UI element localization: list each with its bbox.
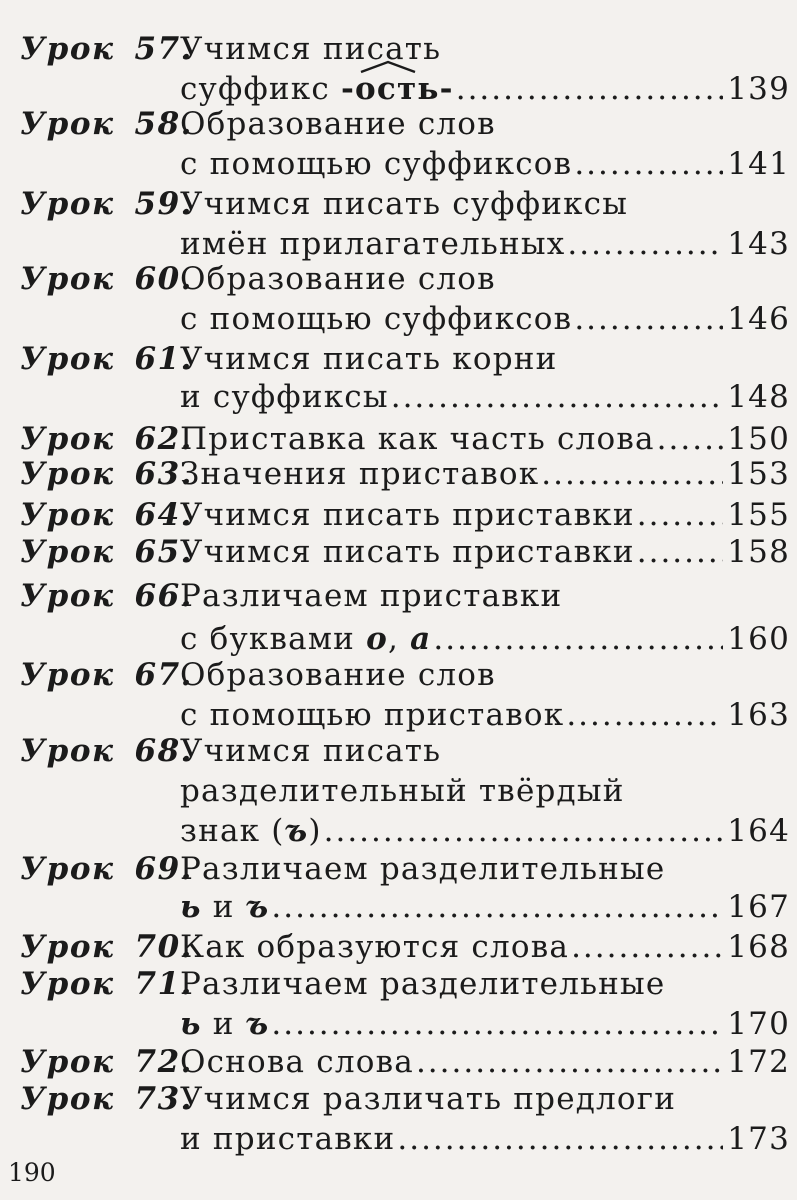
lesson-number: 72. bbox=[134, 1044, 193, 1080]
dot-leader bbox=[397, 1120, 723, 1158]
toc-line bbox=[180, 105, 790, 143]
entry-text: Образование слов bbox=[180, 657, 496, 693]
separator: и bbox=[201, 889, 246, 925]
lesson-number: 62. bbox=[134, 421, 193, 457]
lesson-word: Урок bbox=[20, 966, 115, 1002]
toc-line bbox=[180, 378, 790, 416]
toc-line bbox=[180, 732, 790, 770]
page-ref: 172 bbox=[727, 1044, 790, 1080]
entry-title bbox=[180, 577, 562, 615]
page-ref: 160 bbox=[727, 621, 790, 657]
letter: а bbox=[410, 621, 432, 657]
entry-text: Образование слов bbox=[180, 106, 496, 142]
lesson-number: 61. bbox=[134, 341, 193, 377]
lesson-label bbox=[20, 1043, 193, 1081]
page-ref: 148 bbox=[727, 379, 790, 415]
lesson-number: 73. bbox=[134, 1081, 193, 1117]
lesson-word: Урок bbox=[20, 657, 115, 693]
lesson-label bbox=[20, 185, 193, 223]
toc-line bbox=[180, 696, 790, 734]
entry-text: знак ( bbox=[180, 813, 285, 849]
lesson-number: 68. bbox=[134, 733, 193, 769]
entry-title bbox=[180, 260, 496, 298]
lesson-number: 67. bbox=[134, 657, 193, 693]
lesson-label bbox=[20, 928, 193, 966]
entry-text: Учимся писать bbox=[180, 733, 442, 769]
dot-leader bbox=[391, 378, 724, 416]
lesson-number: 69. bbox=[134, 851, 193, 887]
toc-line bbox=[180, 1120, 790, 1158]
entry-text: Образование слов bbox=[180, 261, 496, 297]
toc-line bbox=[180, 928, 790, 966]
lesson-label bbox=[20, 850, 193, 888]
page-ref: 141 bbox=[727, 146, 790, 182]
entry-text: Учимся писать приставки bbox=[180, 497, 635, 533]
lesson-number: 66. bbox=[134, 578, 193, 614]
entry-text: суффикс bbox=[180, 71, 341, 107]
entry-title bbox=[180, 145, 572, 183]
dot-leader bbox=[657, 420, 724, 458]
suffix-text: -ость- bbox=[340, 71, 454, 107]
page-ref: 153 bbox=[727, 456, 790, 492]
toc-line bbox=[180, 888, 790, 926]
dot-leader bbox=[416, 1043, 723, 1081]
lesson-word: Урок bbox=[20, 106, 115, 142]
dot-leader bbox=[574, 300, 723, 338]
toc-line bbox=[180, 145, 790, 183]
letter: ь bbox=[180, 889, 202, 925]
entry-text: с помощью приставок bbox=[180, 697, 565, 733]
lesson-label bbox=[20, 533, 193, 571]
lesson-word: Урок bbox=[20, 733, 115, 769]
entry-text: и приставки bbox=[180, 1121, 396, 1157]
lesson-word: Урок bbox=[20, 261, 115, 297]
toc-line bbox=[180, 1043, 790, 1081]
entry-title bbox=[180, 772, 625, 810]
entry-text: Учимся различать предлоги bbox=[180, 1081, 677, 1117]
entry-title bbox=[180, 1120, 395, 1158]
toc-line bbox=[180, 1005, 790, 1043]
toc-line bbox=[180, 577, 790, 615]
toc-line bbox=[180, 420, 790, 458]
letter: ъ bbox=[284, 813, 309, 849]
entry-text: Приставка как часть слова bbox=[180, 421, 655, 457]
lesson-word: Урок bbox=[20, 421, 115, 457]
entry-title bbox=[180, 340, 558, 378]
dot-leader bbox=[271, 1005, 723, 1043]
dot-leader bbox=[541, 455, 723, 493]
entry-title bbox=[180, 656, 496, 694]
page-ref: 139 bbox=[727, 71, 790, 107]
entry-title bbox=[180, 928, 569, 966]
lesson-label bbox=[20, 340, 193, 378]
entry-text: с буквами bbox=[180, 621, 367, 657]
entry-title bbox=[180, 185, 628, 223]
toc-line bbox=[180, 620, 790, 658]
entry-text: с помощью суффиксов bbox=[180, 301, 573, 337]
lesson-number: 58. bbox=[134, 106, 193, 142]
toc-line bbox=[180, 812, 790, 850]
entry-text: и суффиксы bbox=[180, 379, 389, 415]
lesson-label bbox=[20, 577, 193, 615]
letter: о bbox=[366, 621, 388, 657]
toc-line bbox=[180, 1080, 790, 1118]
entry-text: ) bbox=[308, 813, 322, 849]
lesson-number: 59. bbox=[134, 186, 193, 222]
dot-leader bbox=[433, 620, 723, 658]
lesson-word: Урок bbox=[20, 851, 115, 887]
entry-text: с помощью суффиксов bbox=[180, 146, 573, 182]
dot-leader bbox=[637, 533, 723, 571]
entry-title bbox=[180, 1043, 414, 1081]
entry-title bbox=[180, 850, 665, 888]
lesson-word: Урок bbox=[20, 1044, 115, 1080]
dot-leader bbox=[271, 888, 723, 926]
entry-text: Учимся писать суффиксы bbox=[180, 186, 629, 222]
entry-title bbox=[180, 378, 389, 416]
toc-line bbox=[180, 496, 790, 534]
entry-title bbox=[180, 965, 665, 1003]
lesson-word: Урок bbox=[20, 497, 115, 533]
lesson-word: Урок bbox=[20, 31, 115, 67]
page-ref: 167 bbox=[727, 889, 790, 925]
lesson-label bbox=[20, 965, 193, 1003]
toc-line bbox=[180, 30, 790, 68]
toc-line bbox=[180, 300, 790, 338]
toc-line bbox=[180, 772, 790, 810]
entry-text: Различаем приставки bbox=[180, 578, 563, 614]
page-ref: 155 bbox=[727, 497, 790, 533]
toc-line bbox=[180, 455, 790, 493]
lesson-word: Урок bbox=[20, 578, 115, 614]
entry-title bbox=[180, 888, 269, 926]
toc-line bbox=[180, 70, 790, 108]
lesson-label bbox=[20, 105, 193, 143]
dot-leader bbox=[324, 812, 724, 850]
entry-text: Значения приставок bbox=[180, 456, 540, 492]
entry-title bbox=[180, 533, 635, 571]
lesson-word: Урок bbox=[20, 456, 115, 492]
dot-leader bbox=[637, 496, 723, 534]
entry-title bbox=[180, 300, 572, 338]
lesson-number: 65. bbox=[134, 534, 193, 570]
entry-title bbox=[180, 812, 322, 850]
entry-title bbox=[180, 455, 539, 493]
entry-title bbox=[180, 105, 496, 143]
entry-text: Различаем разделительные bbox=[180, 966, 666, 1002]
page-ref: 146 bbox=[727, 301, 790, 337]
entry-title bbox=[180, 620, 431, 658]
lesson-word: Урок bbox=[20, 341, 115, 377]
toc-line bbox=[180, 850, 790, 888]
toc-line bbox=[180, 185, 790, 223]
toc-line bbox=[180, 533, 790, 571]
dot-leader bbox=[456, 70, 724, 108]
dot-leader bbox=[574, 145, 723, 183]
dot-leader bbox=[566, 696, 723, 734]
entry-title bbox=[180, 420, 655, 458]
lesson-word: Урок bbox=[20, 186, 115, 222]
lesson-label bbox=[20, 1080, 193, 1118]
page-ref: 143 bbox=[727, 226, 790, 262]
entry-text: Как образуются слова bbox=[180, 929, 570, 965]
page-ref: 170 bbox=[727, 1006, 790, 1042]
entry-title bbox=[180, 732, 441, 770]
lesson-label bbox=[20, 455, 193, 493]
lesson-label bbox=[20, 420, 193, 458]
entry-title bbox=[180, 225, 565, 263]
page-ref: 164 bbox=[727, 813, 790, 849]
page-ref: 168 bbox=[727, 929, 790, 965]
toc-line bbox=[180, 260, 790, 298]
letter: ь bbox=[180, 1006, 202, 1042]
entry-text: Учимся писать bbox=[180, 31, 442, 67]
entry-text: разделительный твёрдый bbox=[180, 773, 625, 809]
suffix-mark-icon bbox=[359, 60, 417, 74]
page-ref: 158 bbox=[727, 534, 790, 570]
entry-text: имён прилагательных bbox=[180, 226, 566, 262]
toc-line bbox=[180, 340, 790, 378]
letter: ъ bbox=[245, 1006, 270, 1042]
entry-title bbox=[180, 1080, 676, 1118]
lesson-label bbox=[20, 30, 193, 68]
toc-line bbox=[180, 965, 790, 1003]
entry-text: Учимся писать приставки bbox=[180, 534, 635, 570]
lesson-word: Урок bbox=[20, 534, 115, 570]
entry-text: Различаем разделительные bbox=[180, 851, 666, 887]
page-ref: 150 bbox=[727, 421, 790, 457]
lesson-number: 60. bbox=[134, 261, 193, 297]
page-ref: 173 bbox=[727, 1121, 790, 1157]
separator: и bbox=[201, 1006, 246, 1042]
separator: , bbox=[387, 621, 411, 657]
dot-leader bbox=[567, 225, 723, 263]
lesson-word: Урок bbox=[20, 929, 115, 965]
lesson-label bbox=[20, 260, 193, 298]
entry-text: Основа слова bbox=[180, 1044, 414, 1080]
lesson-label bbox=[20, 732, 193, 770]
lesson-number: 63. bbox=[134, 456, 193, 492]
lesson-number: 57. bbox=[134, 31, 193, 67]
dot-leader bbox=[571, 928, 723, 966]
lesson-number: 70. bbox=[134, 929, 193, 965]
lesson-label bbox=[20, 656, 193, 694]
entry-text: Учимся писать корни bbox=[180, 341, 558, 377]
letter: ъ bbox=[245, 889, 270, 925]
entry-title bbox=[180, 70, 454, 108]
page-ref: 163 bbox=[727, 697, 790, 733]
toc-line bbox=[180, 656, 790, 694]
lesson-number: 64. bbox=[134, 497, 193, 533]
suffix-morpheme bbox=[341, 70, 454, 108]
entry-title bbox=[180, 1005, 269, 1043]
toc-line bbox=[180, 225, 790, 263]
entry-title bbox=[180, 696, 564, 734]
page-number: 190 bbox=[8, 1158, 56, 1187]
entry-title bbox=[180, 496, 635, 534]
lesson-word: Урок bbox=[20, 1081, 115, 1117]
lesson-label bbox=[20, 496, 193, 534]
lesson-number: 71. bbox=[134, 966, 193, 1002]
